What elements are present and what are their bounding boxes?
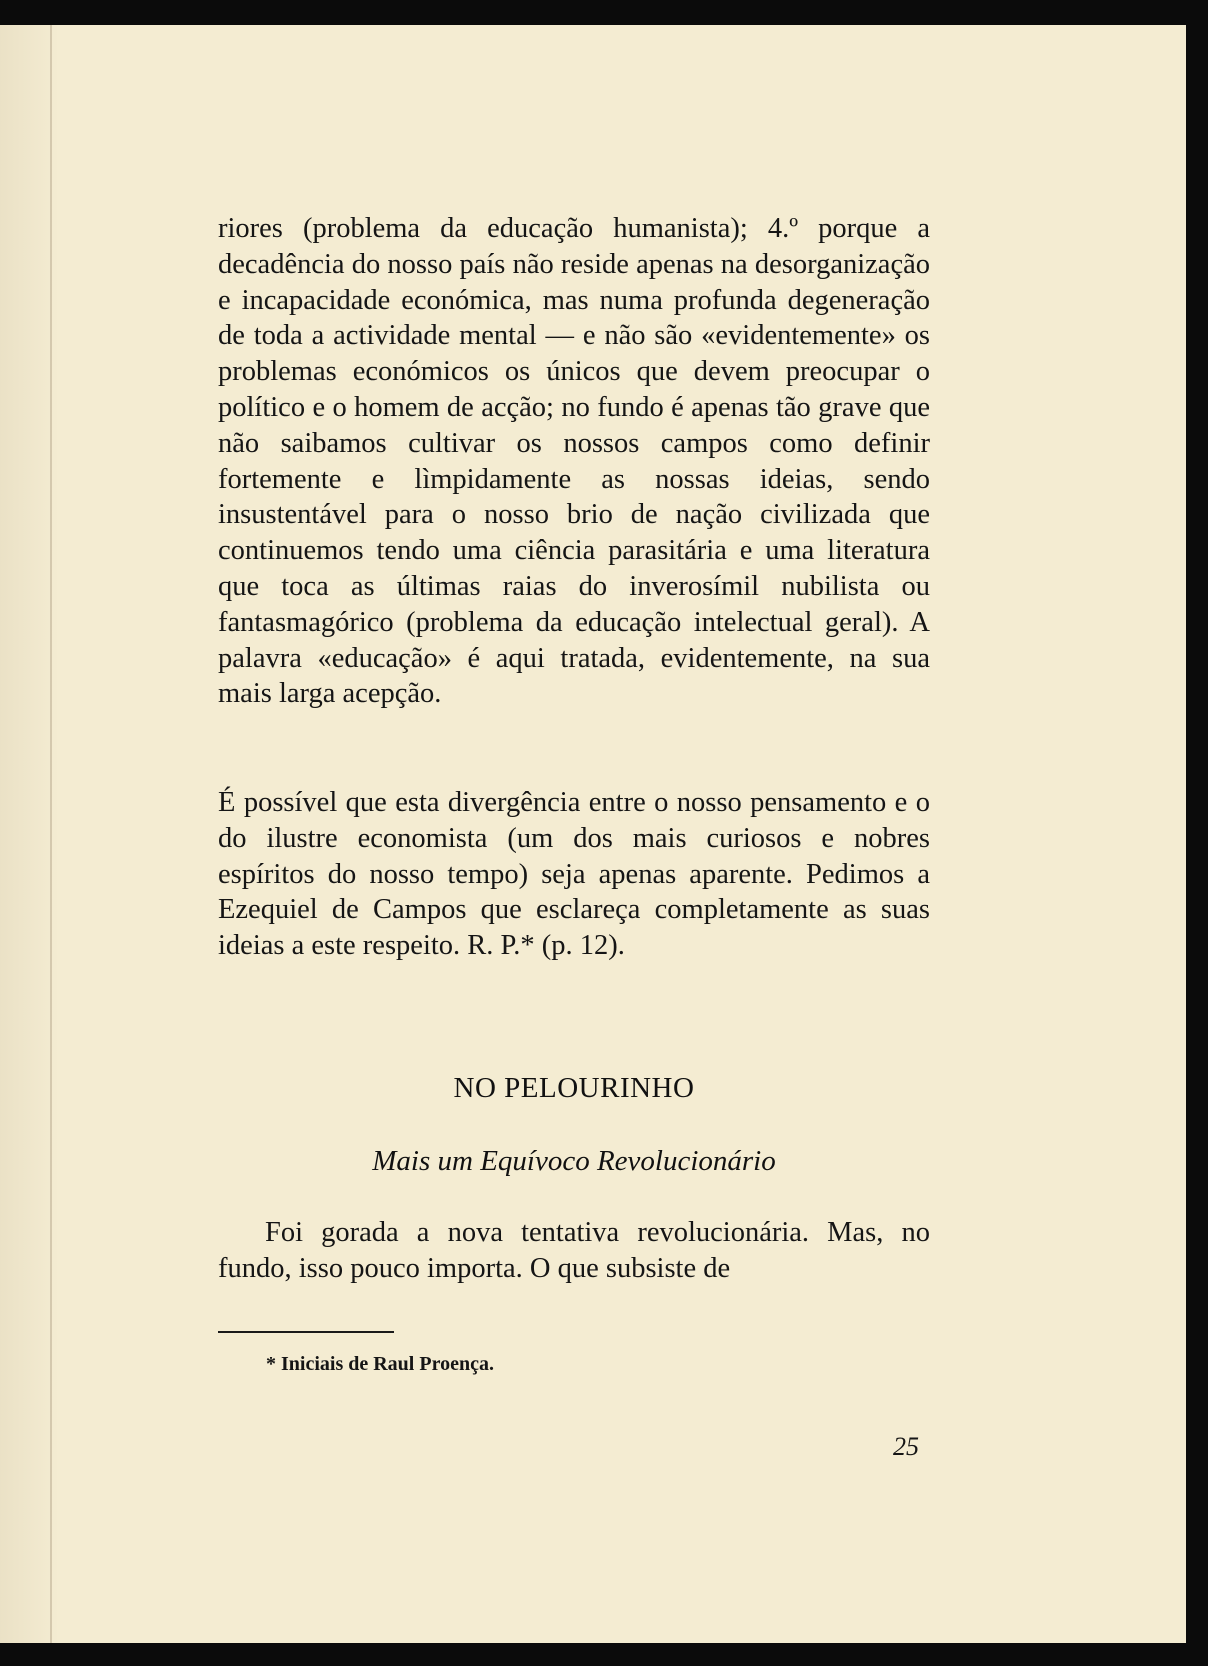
footnote-rule [218, 1331, 394, 1333]
page-number: 25 [893, 1432, 919, 1461]
section-heading: NO PELOURINHO [453, 1072, 695, 1104]
paragraph-3: Foi gorada a nova tentativa revolucionária. Mas, no fundo, isso pouco importa. O que subsiste de [218, 1217, 930, 1284]
paragraph-1: riores (problema da educação humanista); 4.º porque a decadência do nosso país não reside apenas na desorganização e incapacidade económica, mas numa profunda degeneração de toda a actividade mental — e não são «evidentemente» os problemas económicos os únicos que devem preocupar o político e o homem de acção; no fundo é apenas tão grave que não saibamos cultivar os nossos campos como definir fortemente e lìmpidamente as nossas ideias, sendo insustentável para o nosso brio de nação civilizada que continuemos tendo uma ciência parasitária e uma literatura que toca as últimas raias do inverosímil nubilista ou fantasmagórico (problema da educação intelectual geral). A palavra «educação» é aqui tratada, evidentemente, na sua mais larga acepção. [218, 213, 930, 710]
footnote: * Iniciais de Raul Proença. [266, 1353, 494, 1375]
book-page [0, 25, 1186, 1643]
section-subheading: Mais um Equívoco Revolucionário [372, 1145, 776, 1177]
paragraph-2: É possível que esta divergência entre o nosso pensamento e o do ilustre economista (um dos mais curiosos e nobres espíritos do nosso tempo) seja apenas aparente. Pedimos a Ezequiel de Campos que esclareça completamente as suas ideias a este respeito. R. P.* (p. 12). [218, 787, 930, 962]
page-gutter [50, 25, 52, 1643]
